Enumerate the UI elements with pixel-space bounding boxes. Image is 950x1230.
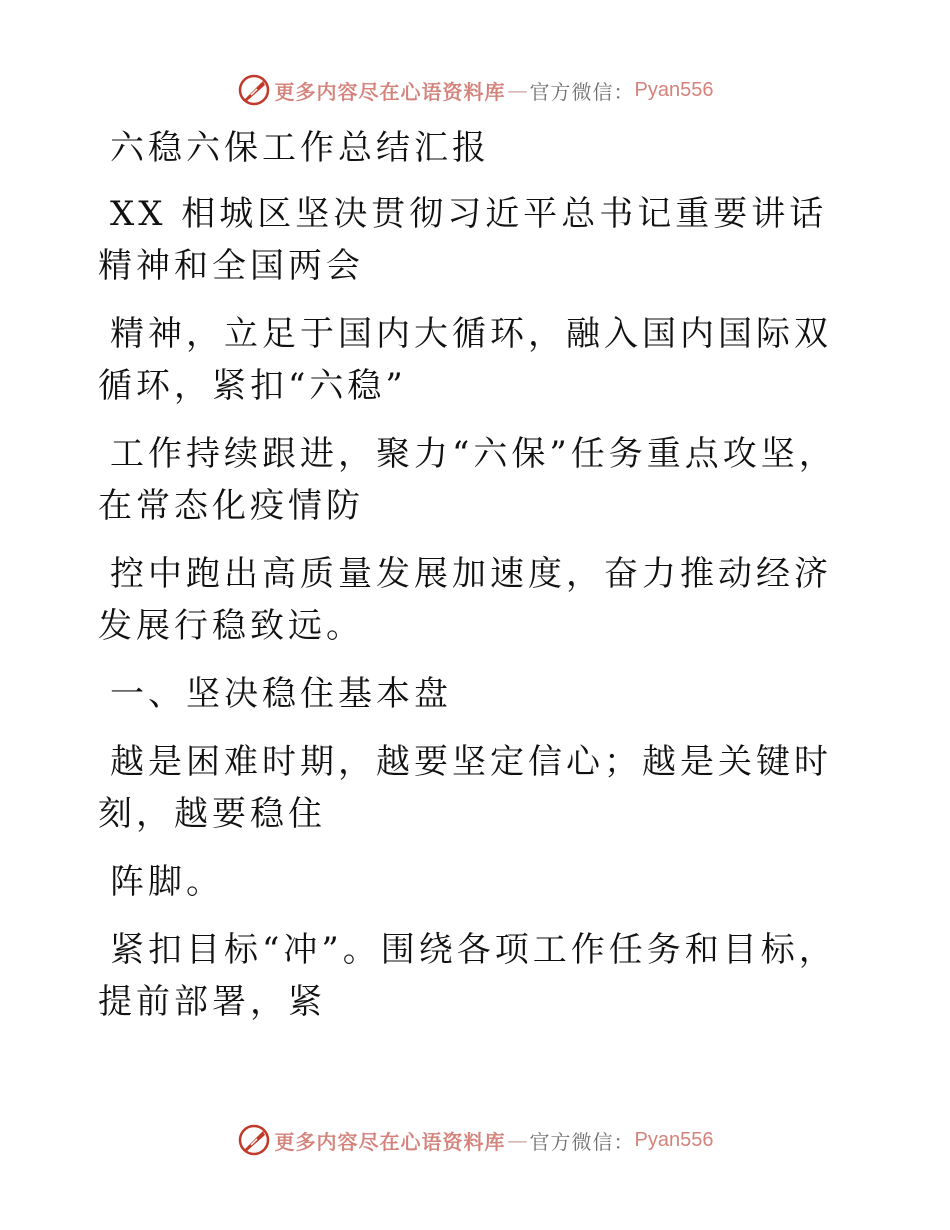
quill-logo-icon xyxy=(237,73,271,107)
paragraph: 阵脚。 xyxy=(110,862,224,902)
paragraph: 越是困难时期，越要坚定信心；越是关键时刻，越要稳住 xyxy=(98,742,832,834)
footer-brand-text: 更多内容尽在心语资料库 xyxy=(274,1129,506,1154)
paragraph: 工作持续跟进，聚力“六保”任务重点攻坚，在常态化疫情防 xyxy=(98,434,837,526)
header-wechat-label: 官方微信： xyxy=(529,79,635,104)
document-title: 六稳六保工作总结汇报 xyxy=(110,128,490,168)
paragraph: 精神，立足于国内大循环，融入国内国际双循环，紧扣“六稳” xyxy=(98,314,832,406)
paragraph: 紧扣目标“冲”。围绕各项工作任务和目标，提前部署，紧 xyxy=(98,930,837,1022)
paragraph: 控中跑出高质量发展加速度，奋力推动经济发展行稳致远。 xyxy=(98,554,832,646)
footer-wechat-label: 官方微信： xyxy=(529,1129,635,1154)
paragraph: XX 相城区坚决贯彻习近平总书记重要讲话精神和全国两会 xyxy=(98,194,828,286)
header-banner xyxy=(0,70,950,110)
quill-logo-icon xyxy=(237,1123,271,1157)
header-brand-text: 更多内容尽在心语资料库 xyxy=(274,79,506,104)
header-wechat-id: Pyan556 xyxy=(634,78,714,101)
footer-dash: — xyxy=(507,1128,528,1152)
footer-banner xyxy=(0,1120,950,1160)
header-dash: — xyxy=(507,78,528,102)
document-body xyxy=(98,122,858,1044)
footer-wechat-id: Pyan556 xyxy=(634,1128,714,1151)
section-heading: 一、坚决稳住基本盘 xyxy=(110,674,452,714)
